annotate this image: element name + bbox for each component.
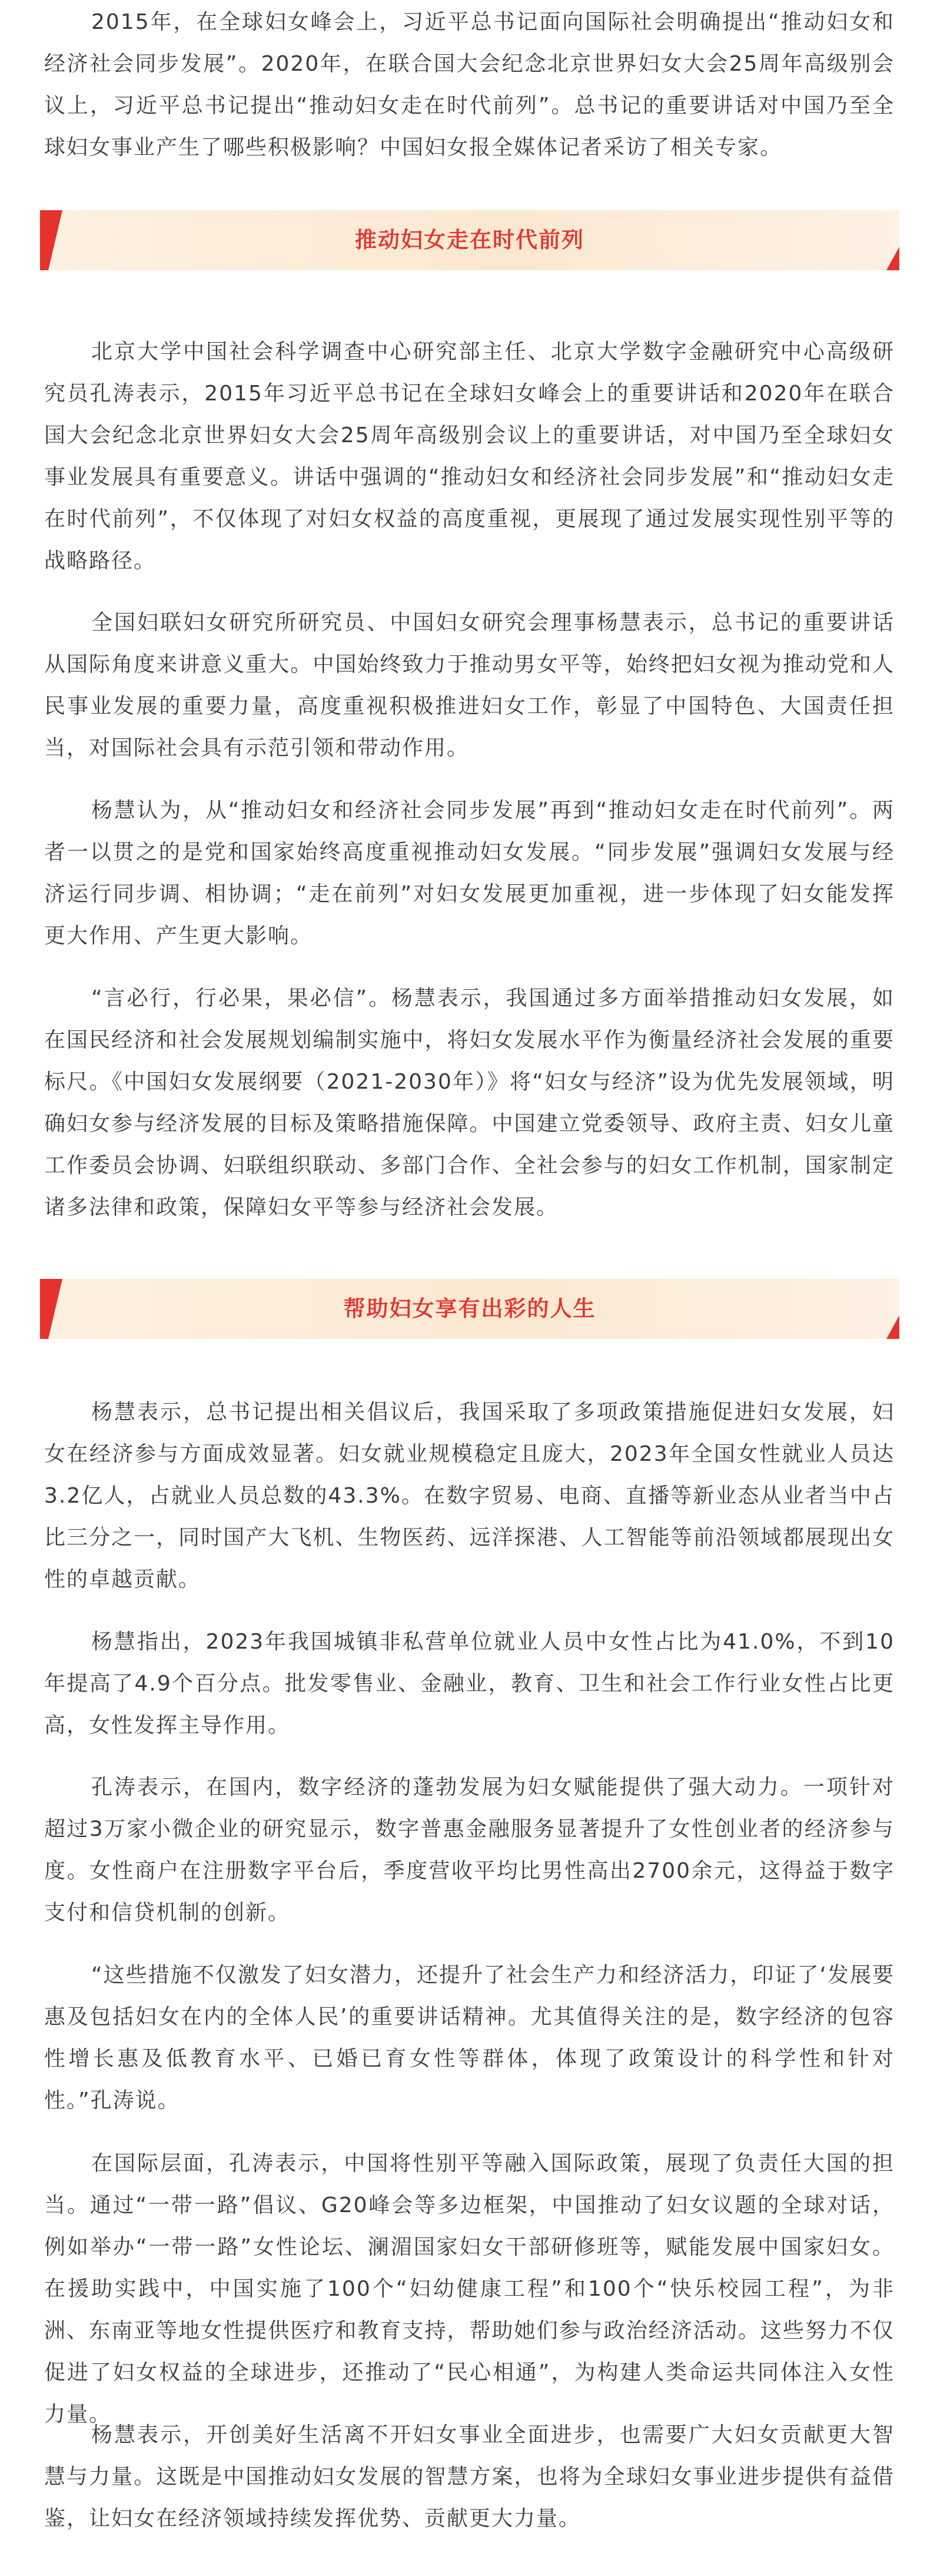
paragraph: “这些措施不仅激发了妇女潜力，还提升了社会生产力和经济活力，印证了‘发展要惠及包括妇女在内的全体人民’的重要讲话精神。尤其值得关注的是，数字经济的包容性增长惠及低教育水平、已婚已育女性等群体，体现了政策设计的科学性和针对性。”孔涛说。 xyxy=(44,1963,895,2113)
paragraph: 在国际层面，孔涛表示，中国将性别平等融入国际政策，展现了负责任大国的担当。通过“一带一路”倡议、G20峰会等多边框架，中国推动了妇女议题的全球对话，例如举办“一带一路”女性论坛、澜湄国家妇女干部研修班等，赋能发展中国家妇女。在援助实践中，中国实施了100个“妇幼健康工程”和100个“快乐校园工程”，为非洲、东南亚等地女性提供医疗和教育支持，帮助她们参与政治经济活动。这些努力不仅促进了妇女权益的全球进步，还推动了“民心相通”，为构建人类命运共同体注入女性力量。 xyxy=(44,2151,895,2426)
paragraph: 杨慧表示，开创美好生活离不开妇女事业全面进步，也需要广大妇女贡献更大智慧与力量。这既是中国推动妇女发展的智慧方案，也将为全球妇女事业进步提供有益借鉴，让妇女在经济领域持续发挥优势、贡献更大力量。 xyxy=(44,2423,895,2531)
section-title: 帮助妇女享有出彩的人生 xyxy=(343,1296,596,1321)
paragraph: 全国妇联妇女研究所研究员、中国妇女研究会理事杨慧表示，总书记的重要讲话从国际角度来讲意义重大。中国始终致力于推动男女平等，始终把妇女视为推动党和人民事业发展的重要力量，高度重视积极推进妇女工作，彰显了中国特色、大国责任担当，对国际社会具有示范引领和带动作用。 xyxy=(44,611,895,760)
section-title: 推动妇女走在时代前列 xyxy=(355,227,584,253)
paragraph: 杨慧指出，2023年我国城镇非私营单位就业人员中女性占比为41.0%，不到10年提高了4.9个百分点。批发零售业、金融业，教育、卫生和社会工作行业女性占比更高，女性发挥主导作用。 xyxy=(44,1630,895,1738)
intro-paragraph: 2015年，在全球妇女峰会上，习近平总书记面向国际社会明确提出“推动妇女和经济社会同步发展”。2020年，在联合国大会纪念北京世界妇女大会25周年高级别会议上，习近平总书记提出“推动妇女走在时代前列”。总书记的重要讲话对中国乃至全球妇女事业产生了哪些积极影响？中国妇女报全媒体记者采访了相关专家。 xyxy=(44,10,895,160)
paragraph: 杨慧表示，总书记提出相关倡议后，我国采取了多项政策措施促进妇女发展，妇女在经济参与方面成效显著。妇女就业规模稳定且庞大，2023年全国女性就业人员达3.2亿人，占就业人员总数的43.3%。在数字贸易、电商、直播等新业态从业者当中占比三分之一，同时国产大飞机、生物医药、远洋探港、人工智能等前沿领域都展现出女性的卓越贡献。 xyxy=(44,1400,895,1592)
paragraph: 北京大学中国社会科学调查中心研究部主任、北京大学数字金融研究中心高级研究员孔涛表示，2015年习近平总书记在全球妇女峰会上的重要讲话和2020年在联合国大会纪念北京世界妇女大会25周年高级别会议上的重要讲话，对中国乃至全球妇女事业发展具有重要意义。讲话中强调的“推动妇女和经济社会同步发展”和“推动妇女走在时代前列”，不仅体现了对妇女权益的高度重视，更展现了通过发展实现性别平等的战略路径。 xyxy=(44,340,895,573)
paragraph: “言必行，行必果，果必信”。杨慧表示，我国通过多方面举措推动妇女发展，如在国民经济和社会发展规划编制实施中，将妇女发展水平作为衡量经济社会发展的重要标尺。《中国妇女发展纲要（2021-2030年）》将“妇女与经济”设为优先发展领域，明确妇女参与经济发展的目标及策略措施保障。中国建立党委领导、政府主责、妇女儿童工作委员会协调、妇联组织联动、多部门合作、全社会参与的妇女工作机制，国家制定诸多法律和政策，保障妇女平等参与经济社会发展。 xyxy=(44,986,895,1219)
section-header-1 xyxy=(40,210,899,270)
paragraph: 杨慧认为，从“推动妇女和经济社会同步发展”再到“推动妇女走在时代前列”。两者一以贯之的是党和国家始终高度重视推动妇女发展。“同步发展”强调妇女发展与经济运行同步调、相协调；“走在前列”对妇女发展更加重视，进一步体现了妇女能发挥更大作用、产生更大影响。 xyxy=(44,798,895,948)
section-header-2 xyxy=(40,1279,899,1339)
paragraph: 孔涛表示，在国内，数字经济的蓬勃发展为妇女赋能提供了强大动力。一项针对超过3万家小微企业的研究显示，数字普惠金融服务显著提升了女性创业者的经济参与度。女性商户在注册数字平台后，季度营收平均比男性高出2700余元，这得益于数字支付和信贷机制的创新。 xyxy=(44,1775,895,1925)
